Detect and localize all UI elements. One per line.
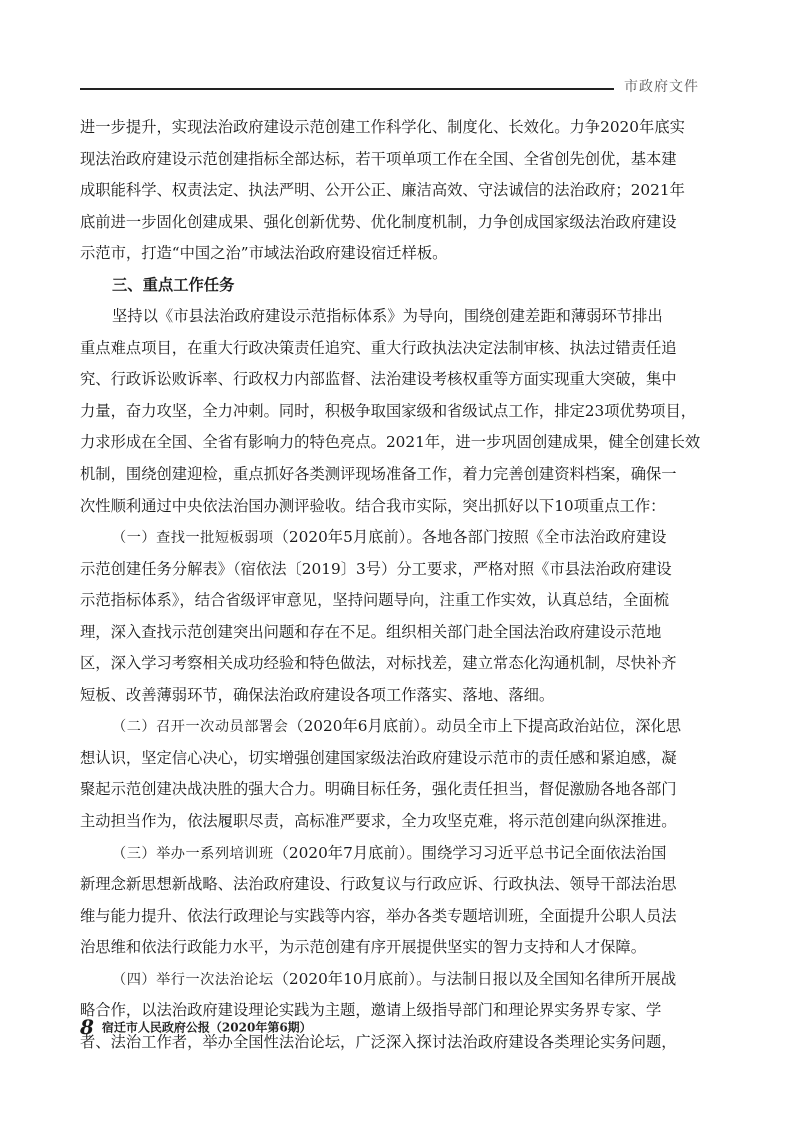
paragraph-item-4	[80, 964, 712, 1059]
text-line: 略合作，以法治政府建设理论实践为主题，邀请上级指导部门和理论界实务界专家、学	[80, 1001, 662, 1020]
text-line: 底前进一步固化创建成果、强化创新优势、优化制度机制，力争创成国家级法治政府建设	[80, 212, 677, 231]
header-rule	[80, 88, 614, 90]
item-text: （2020年5月底前）。各地各部门按照《全市法治政府建设	[273, 528, 667, 547]
text-line: 新理念新思想新战略、法治政府建设、行政复议与行政应诉、行政执法、领导干部法治思	[80, 875, 677, 894]
text-line: 短板、改善薄弱环节，确保法治政府建设各项工作落实、落地、落细。	[80, 685, 555, 704]
paragraph-item-1	[80, 522, 712, 711]
paragraph-continuation	[80, 112, 712, 270]
text-line: 示范创建任务分解表》（宿依法〔2019〕3号）分工要求，严格对照《市县法治政府建设	[80, 559, 672, 578]
text-line: 机制，围绕创建迎检，重点抓好各类测评现场准备工作，着力完善创建资料档案，确保一	[80, 465, 677, 484]
text-line: 成职能科学、权责法定、执法严明、公开公正、廉洁高效、守法诚信的法治政府；2021年	[80, 181, 685, 200]
text-line: 进一步提升，实现法治政府建设示范创建工作科学化、制度化、长效化。力争2020年底实	[80, 118, 685, 136]
document-body	[80, 112, 712, 1058]
item-heading: （三）举办一系列培训班	[112, 845, 274, 862]
item-heading: （二）召开一次动员部署会	[112, 719, 289, 736]
text-line: 者、法治工作者，举办全国性法治论坛，广泛深入探讨法治政府建设各类理论实务问题，	[80, 1032, 677, 1051]
journal-title: 宿迁市人民政府公报（2020年第6期）	[101, 1020, 312, 1035]
text-line: 示范指标体系》，结合省级评审意见，坚持问题导向，注重工作实效，认真总结，全面梳	[80, 591, 669, 610]
text-line: 理，深入查找示范创建突出问题和存在不足。组织相关部门赴全国法治政府建设示范地	[80, 622, 662, 641]
text-line: 想认识，坚定信心决心，切实增强创建国家级法治政府建设示范市的责任感和紧迫感，凝	[80, 748, 677, 767]
text-line: 重点难点项目，在重大行政决策责任追究、重大行政执法决定法制审核、执法过错责任追	[80, 338, 677, 357]
item-text: （2020年7月底前）。围绕学习习近平总书记全面依法治国	[273, 843, 667, 862]
header-section-label: 市政府文件	[624, 79, 699, 95]
text-line	[80, 964, 712, 996]
text-line: 坚持以《市县法治政府建设示范指标体系》为导向，围绕创建差距和薄弱环节排出	[112, 307, 663, 326]
text-line: 治思维和依法行政能力水平，为示范创建有序开展提供坚实的智力支持和人才保障。	[80, 938, 646, 957]
item-heading: （四）举行一次法治论坛	[112, 971, 274, 988]
text-line: 主动担当作为，依法履职尽责，高标准严要求，全力攻坚克难，将示范创建向纵深推进。	[80, 812, 677, 831]
item-text: （2020年10月底前）。与法制日报以及全国知名律所开展战	[273, 969, 677, 988]
text-line: 次性顺利通过中央依法治国办测评验收。结合我市实际，突出抓好以下10项重点工作：	[80, 496, 666, 515]
text-line: 力求形成在全国、全省有影响力的特色亮点。2021年，进一步巩固创建成果，健全创建长效	[80, 433, 701, 452]
item-heading: （一）查找一批短板弱项	[112, 530, 274, 547]
page-number: 8	[80, 1015, 94, 1039]
paragraph-item-2	[80, 711, 712, 837]
text-line	[80, 838, 712, 870]
text-line	[80, 522, 712, 554]
text-line: 究、行政诉讼败诉率、行政权力内部监督、法治建设考核权重等方面实现重大突破，集中	[80, 370, 677, 389]
paragraph-item-3	[80, 838, 712, 964]
text-line: 区，深入学习考察相关成功经验和特色做法，对标找差，建立常态化沟通机制，尽快补齐	[80, 654, 677, 673]
text-line: 力量，奋力攻坚，全力冲刺。同时，积极争取国家级和省级试点工作，排定23项优势项目，	[80, 401, 697, 420]
section-title: 三、重点工作任务	[112, 275, 235, 294]
text-line: 现法治政府建设示范创建指标全部达标，若干项单项工作在全国、全省创先创优，基本建	[80, 149, 677, 168]
text-line: 维与能力提升、依法行政理论与实践等内容，举办各类专题培训班，全面提升公职人员法	[80, 906, 677, 925]
item-text: （2020年6月底前）。动员全市上下提高政治站位，深化思	[288, 717, 682, 736]
text-line	[80, 711, 712, 743]
text-line: 示范市，打造“中国之治”市域法治政府建设宿迁样板。	[80, 244, 448, 263]
text-line: 聚起示范创建决战决胜的强大合力。明确目标任务，强化责任担当，督促激励各地各部门	[80, 780, 677, 799]
paragraph-intro	[80, 301, 712, 522]
page-footer	[80, 1015, 312, 1039]
